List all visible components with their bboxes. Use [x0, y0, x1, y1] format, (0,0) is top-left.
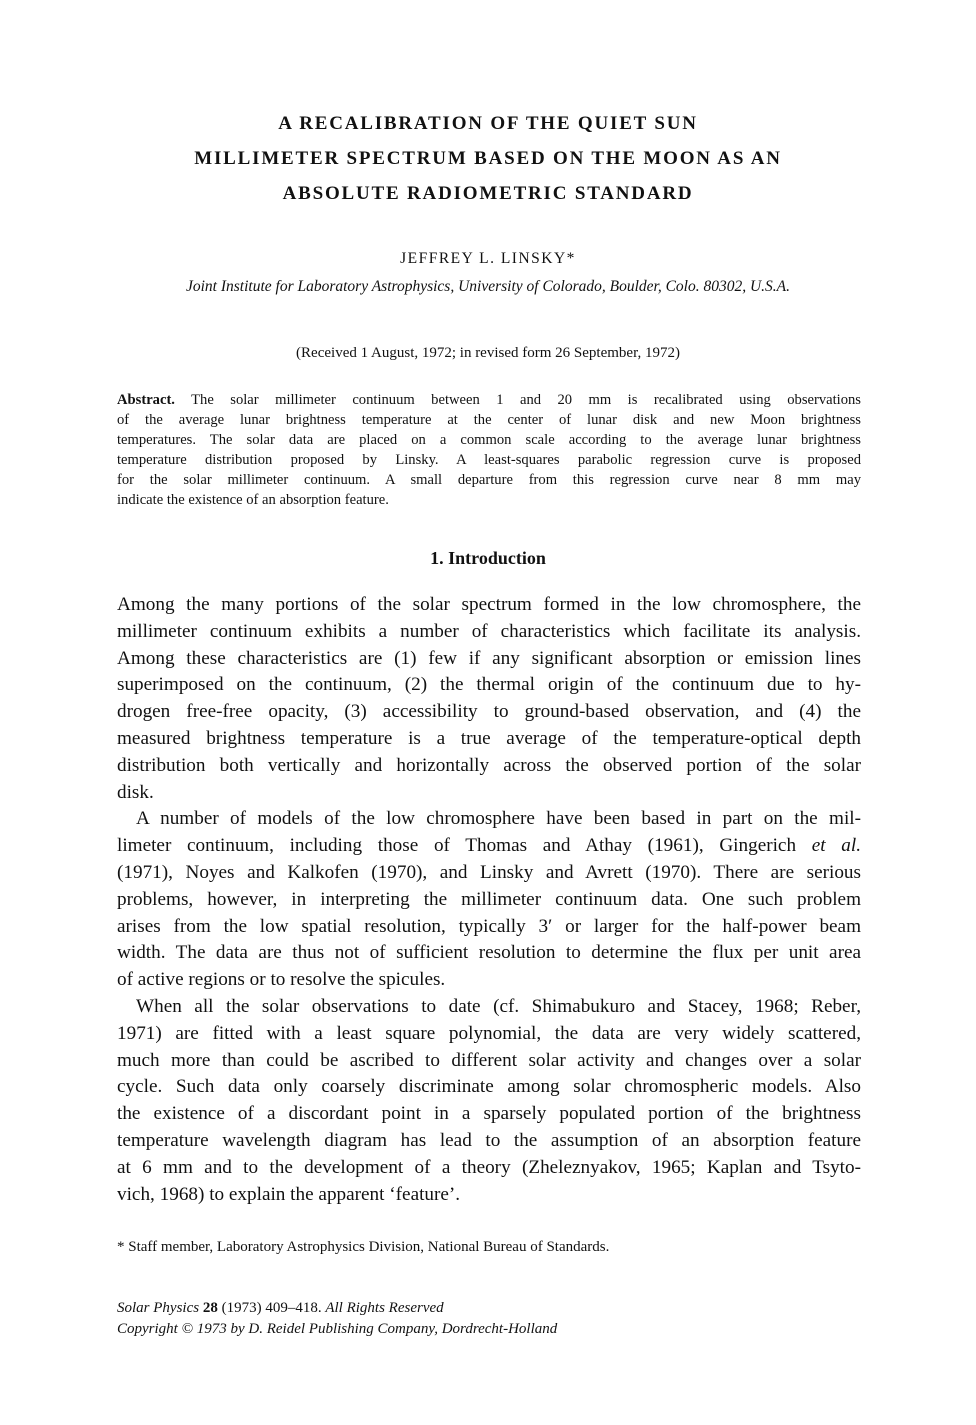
- paragraph-line: 1971) are fitted with a least square polynomial, the data are very widely scattered,: [117, 1022, 861, 1044]
- journal-citation: [117, 1298, 557, 1319]
- paragraph-line: Among the many portions of the solar spectrum formed in the low chromosphere, the: [117, 594, 861, 615]
- paragraph-line: the existence of a discordant point in a sparsely populated portion of the brightness: [117, 1103, 861, 1125]
- journal-info: [117, 1298, 557, 1340]
- paragraph-line: drogen free-free opacity, (3) accessibility to ground-based observation, and (4) the: [117, 701, 861, 723]
- paragraph-line: distribution both vertically and horizontally across the observed portion of the solar: [117, 754, 861, 776]
- paragraph-line: vich, 1968) to explain the apparent ‘feature’.: [117, 1183, 461, 1205]
- journal-name: Solar Physics: [117, 1300, 200, 1316]
- abstract-line: of the average lunar brightness temperature at the center of lunar disk and new Moon brightness: [117, 412, 861, 428]
- journal-copyright: Copyright © 1973 by D. Reidel Publishing Company, Dordrecht-Holland: [117, 1321, 558, 1337]
- paragraph-line: superimposed on the continuum, (2) the thermal origin of the continuum due to hy-: [117, 674, 861, 696]
- abstract-line: indicate the existence of an absorption feature.: [117, 492, 389, 508]
- paragraph-line: disk.: [117, 781, 154, 803]
- abstract-line: for the solar millimeter continuum. A small departure from this regression curve near 8 mm may: [117, 472, 861, 488]
- paragraph-line: Among these characteristics are (1) few if any significant absorption or emission lines: [117, 647, 861, 669]
- paragraph-line: width. The data are thus not of sufficient resolution to determine the flux per unit area: [117, 942, 861, 964]
- paragraph-line: problems, however, in interpreting the millimeter continuum data. One such problem: [117, 888, 861, 910]
- journal-rights: All Rights Reserved: [325, 1300, 444, 1316]
- paragraph-line: measured brightness temperature is a true average of the temperature-optical depth: [117, 727, 861, 749]
- body-text: [117, 592, 861, 1208]
- paragraph-line: (1971), Noyes and Kalkofen (1970), and Linsky and Avrett (1970). There are serious: [117, 861, 861, 883]
- author-name: JEFFREY L. LINSKY*: [400, 250, 576, 267]
- paragraph-line: limeter continuum, including those of Thomas and Athay (1961), Gingerich et al.: [117, 835, 861, 857]
- paragraph-line: cycle. Such data only coarsely discriminate among solar chromospheric models. Also: [117, 1076, 861, 1098]
- paragraph-line: When all the solar observations to date (cf. Shimabukuro and Stacey, 1968; Reber,: [136, 995, 861, 1017]
- title-line: A RECALIBRATION OF THE QUIET SUN: [278, 113, 698, 134]
- paragraph-line: arises from the low spatial resolution, typically 3′ or larger for the half-power beam: [117, 915, 861, 937]
- paragraph-line: A number of models of the low chromosphere have been based in part on the mil-: [136, 808, 861, 830]
- paragraph-line: millimeter continuum exhibits a number of characteristics which facilitate its analysis.: [117, 620, 861, 642]
- received-dates: (Received 1 August, 1972; in revised form 26 September, 1972): [296, 345, 680, 361]
- paragraph-line: at 6 mm and to the development of a theory (Zheleznyakov, 1965; Kaplan and Tsyto-: [117, 1156, 861, 1178]
- footnote: * Staff member, Laboratory Astrophysics Division, National Bureau of Standards.: [117, 1239, 610, 1255]
- journal-volume: 28: [202, 1300, 218, 1316]
- abstract-line: temperatures. The solar data are placed on a common scale according to the average lunar brightness: [117, 432, 861, 448]
- abstract-line: Abstract. The solar millimeter continuum between 1 and 20 mm is recalibrated using observations: [117, 392, 861, 408]
- italic-text: et al.: [811, 835, 861, 857]
- author-affiliation: Joint Institute for Laboratory Astrophysics, University of Colorado, Boulder, Colo. 80302, U.S.A.: [185, 278, 791, 295]
- paragraph-line: much more than could be ascribed to different solar activity and changes over a solar: [117, 1049, 861, 1071]
- journal-pages: (1973) 409–418.: [217, 1300, 326, 1316]
- title-line: MILLIMETER SPECTRUM BASED ON THE MOON AS AN: [194, 148, 782, 169]
- section-heading: 1. Introduction: [430, 548, 546, 568]
- abstract-line: temperature distribution proposed by Linsky. A least-squares parabolic regression curve is proposed: [117, 452, 861, 468]
- abstract: [117, 390, 861, 510]
- paragraph-line: of active regions or to resolve the spicules.: [117, 969, 446, 991]
- paper-title: [120, 106, 856, 211]
- paragraph-line: temperature wavelength diagram has lead to the assumption of an absorption feature: [117, 1129, 861, 1151]
- title-line: ABSOLUTE RADIOMETRIC STANDARD: [282, 183, 694, 204]
- abstract-label: Abstract.: [117, 392, 175, 408]
